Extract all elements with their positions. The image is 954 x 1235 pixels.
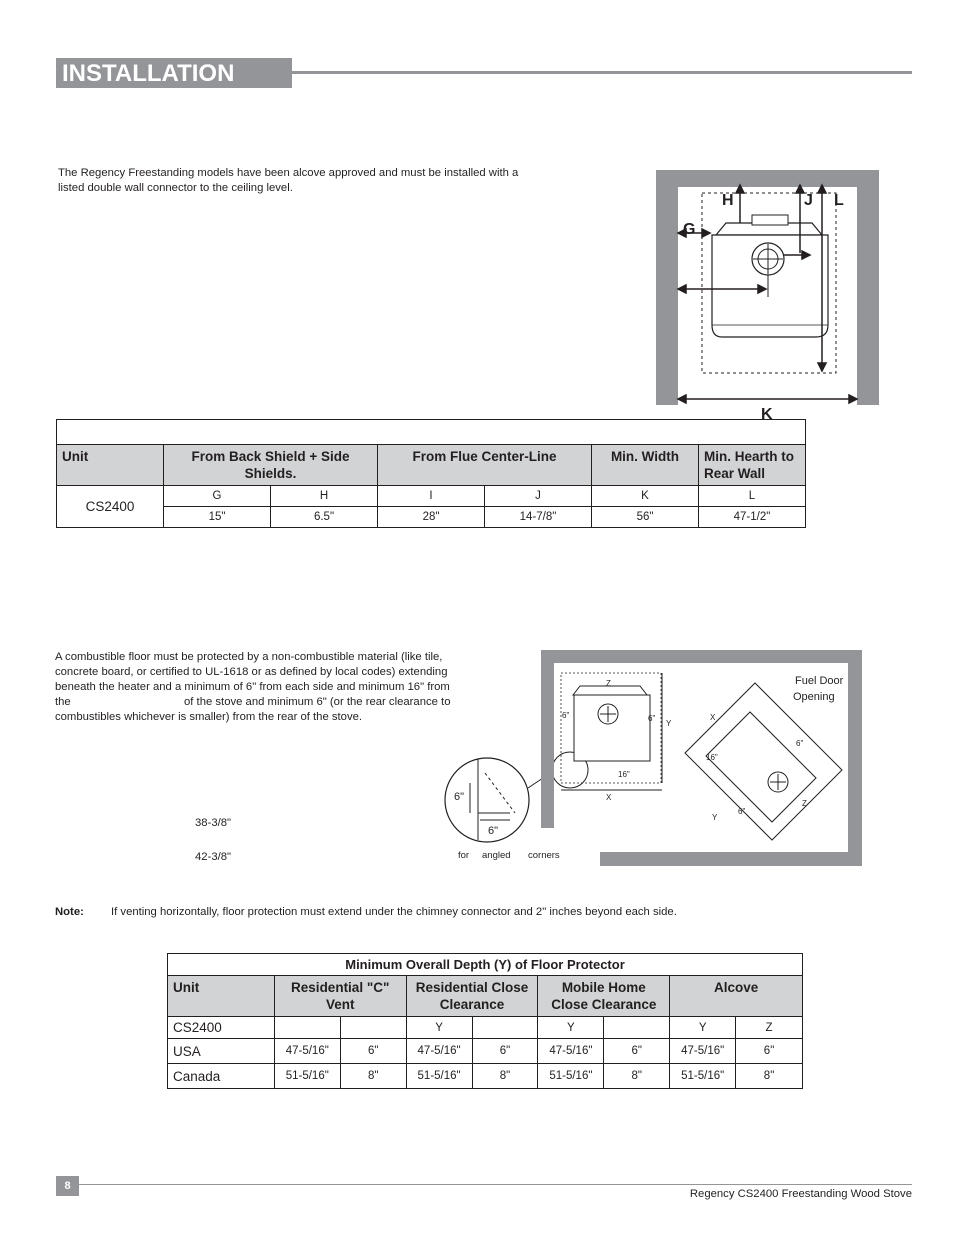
table-cell: 8" xyxy=(472,1064,538,1089)
label-g: G xyxy=(683,221,696,238)
floor-protector-table xyxy=(167,953,803,1089)
letter-g: G xyxy=(164,486,271,507)
col-back-shield: From Back Shield + Side Shields. xyxy=(164,445,378,486)
header-rule xyxy=(292,71,912,74)
detail-six-v: 6" xyxy=(454,791,465,803)
angled-y: Y xyxy=(712,813,718,822)
table-cell: 51-5/16" xyxy=(274,1064,340,1089)
table-row xyxy=(168,1064,803,1089)
sub-cell xyxy=(604,1017,670,1039)
label-h: H xyxy=(722,192,734,209)
straight-x: X xyxy=(606,793,612,802)
protector-col-c-vent: Residential "C" Vent xyxy=(274,976,406,1017)
value-h: 6.5" xyxy=(271,507,378,528)
sub-cell: Y xyxy=(406,1017,472,1039)
dimension-1: 38-3/8" xyxy=(195,817,232,829)
page-number: 8 xyxy=(64,1180,71,1192)
floor-line-3: beneath the heater and a minimum of 6" from each side and minimum 16" from xyxy=(55,681,450,693)
row-label-usa: USA xyxy=(168,1039,275,1064)
alcove-paragraph: The Regency Freestanding models have been alcove approved and must be installed with a listed double wall connector to the ceiling level. xyxy=(58,167,519,194)
floor-line-4a: the xyxy=(55,696,71,708)
section-title: INSTALLATION xyxy=(62,60,235,87)
floor-line-1: A combustible floor must be protected by a non-combustible material (like tile, xyxy=(55,651,443,663)
note-label: Note: xyxy=(55,906,84,918)
detail-six-h: 6" xyxy=(488,825,499,837)
table-cell: 6" xyxy=(604,1039,670,1064)
label-l: L xyxy=(834,192,844,209)
table-cell: 6" xyxy=(340,1039,406,1064)
sub-cell: Y xyxy=(670,1017,736,1039)
label-j: J xyxy=(804,192,813,209)
alcove-clearance-table xyxy=(56,419,806,528)
straight-z: Z xyxy=(606,679,611,688)
stove-collar xyxy=(752,215,788,225)
letter-k: K xyxy=(592,486,699,507)
letter-h: H xyxy=(271,486,378,507)
sub-cell xyxy=(274,1017,340,1039)
footer-doc-title: Regency CS2400 Freestanding Wood Stove xyxy=(689,1188,912,1200)
col-flue-centerline: From Flue Center-Line xyxy=(378,445,592,486)
straight-six-right: 6" xyxy=(648,714,656,723)
table-title-row xyxy=(57,420,806,445)
table-cell: 47-5/16" xyxy=(670,1039,736,1064)
protector-col-mobile: Mobile Home Close Clearance xyxy=(538,976,670,1017)
row-label-canada: Canada xyxy=(168,1064,275,1089)
table-cell: 47-5/16" xyxy=(538,1039,604,1064)
table-cell: 47-5/16" xyxy=(406,1039,472,1064)
table-cell: 51-5/16" xyxy=(406,1064,472,1089)
straight-six-left: 6" xyxy=(562,711,570,720)
table-cell: 6" xyxy=(472,1039,538,1064)
col-min-width: Min. Width xyxy=(592,445,699,486)
table-cell: 51-5/16" xyxy=(538,1064,604,1089)
letter-l: L xyxy=(699,486,806,507)
letter-j: J xyxy=(485,486,592,507)
alcove-clearance-diagram xyxy=(650,165,885,425)
table-row xyxy=(168,1039,803,1064)
protector-col-unit: Unit xyxy=(168,976,275,1017)
sub-cell: Y xyxy=(538,1017,604,1039)
table-cell: 51-5/16" xyxy=(670,1064,736,1089)
table-cell: 8" xyxy=(736,1064,803,1089)
sub-cell: Z xyxy=(736,1017,803,1039)
protector-col-alcove: Alcove xyxy=(670,976,803,1017)
footer-rule xyxy=(79,1184,912,1185)
protector-col-res-close: Residential Close Clearance xyxy=(406,976,538,1017)
fuel-door-label-2: Opening xyxy=(793,691,835,703)
table-cell: 8" xyxy=(340,1064,406,1089)
protector-unit-cell: CS2400 xyxy=(168,1017,275,1039)
floor-paragraph xyxy=(55,650,495,725)
caption-for: for xyxy=(458,850,470,861)
straight-y: Y xyxy=(666,719,672,728)
label-k: K xyxy=(761,406,773,423)
table-cell: 47-5/16" xyxy=(274,1039,340,1064)
letter-i: I xyxy=(378,486,485,507)
floor-line-5: combustibles whichever is smaller) from the rear of the stove. xyxy=(55,711,363,723)
col-unit: Unit xyxy=(57,445,164,486)
note-text: If venting horizontally, floor protection must extend under the chimney connector and 2" inches beyond each side. xyxy=(111,906,677,918)
angled-six-top: 6" xyxy=(796,739,804,748)
value-i: 28" xyxy=(378,507,485,528)
angled-z: Z xyxy=(802,799,807,808)
unit-cell: CS2400 xyxy=(57,486,164,528)
sub-cell xyxy=(472,1017,538,1039)
table-cell: 6" xyxy=(736,1039,803,1064)
value-g: 15" xyxy=(164,507,271,528)
angled-x: X xyxy=(710,713,716,722)
angled-six-bottom: 6" xyxy=(738,807,746,816)
value-l: 47-1/2" xyxy=(699,507,806,528)
caption-corners: corners xyxy=(528,850,560,861)
table-cell: 8" xyxy=(604,1064,670,1089)
floor-protector-diagram xyxy=(440,648,870,870)
col-min-hearth: Min. Hearth to Rear Wall xyxy=(699,445,806,486)
caption-angled: angled xyxy=(482,850,511,861)
floor-line-2: concrete board, or certified to UL-1618 or as defined by local codes) extending xyxy=(55,666,448,678)
value-k: 56" xyxy=(592,507,699,528)
dimension-2: 42-3/8" xyxy=(195,851,232,863)
fuel-door-label-1: Fuel Door xyxy=(795,675,844,687)
sub-cell xyxy=(340,1017,406,1039)
value-j: 14-7/8" xyxy=(485,507,592,528)
floor-line-4b: of the stove and minimum 6" (or the rear clearance to xyxy=(184,696,451,708)
angled-sixteen: 16" xyxy=(706,753,718,762)
protector-table-title: Minimum Overall Depth (Y) of Floor Protector xyxy=(168,954,803,976)
straight-sixteen: 16" xyxy=(618,770,630,779)
